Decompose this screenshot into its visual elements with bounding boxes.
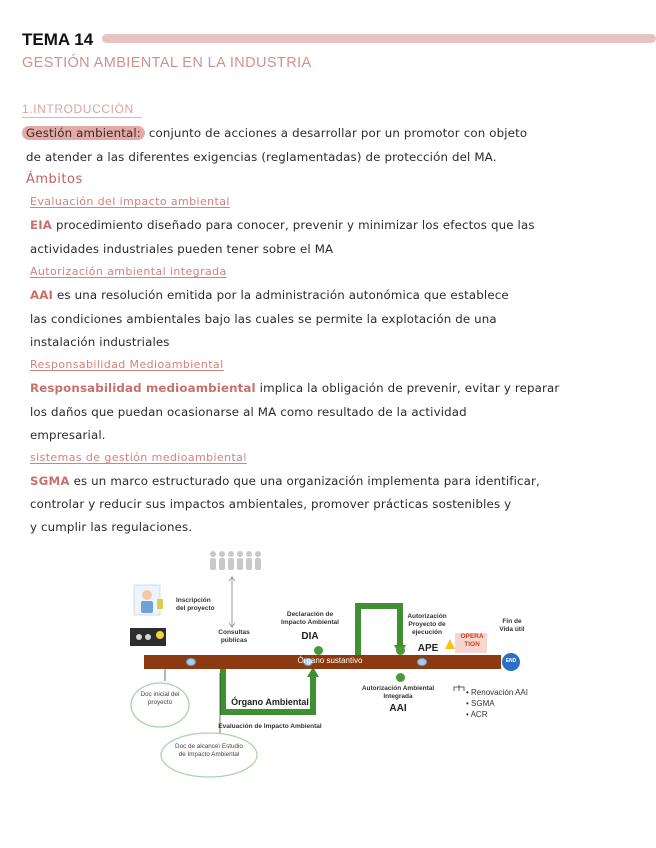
autorizacion-proyecto-label: Autorización Proyecto de ejecución <box>407 613 447 636</box>
evaluacion-arrow <box>220 667 319 715</box>
aai-text-1: es una resolución emitida por la administración autonómica que establece <box>57 288 509 302</box>
aai-line-2: las condiciones ambientales bajo las cuales se permite la explotación de una <box>30 312 497 326</box>
dia-green-dot <box>314 646 323 655</box>
post-operation-list <box>466 688 530 720</box>
start-dot <box>186 658 196 666</box>
list-item: • SGMA <box>466 698 495 708</box>
fin-vida-label: Fin de Vida útil <box>499 618 525 633</box>
doc-inicial-label: Doc inicial del proyecto <box>140 691 180 707</box>
people-group-icon <box>210 551 261 570</box>
operation-label: OPERA TION <box>460 633 484 649</box>
sgma-heading: sistemas de gestión medioambiental <box>30 451 247 464</box>
sgma-term: SGMA <box>30 474 70 488</box>
aai-line-3: instalación industriales <box>30 335 170 349</box>
eia-line-2: actividades industriales pueden tener sobre el MA <box>30 242 334 256</box>
section-underline <box>22 117 142 118</box>
organo-sustantivo-label: Órgano sustantivo <box>297 656 363 665</box>
list-item: • ACR <box>466 709 488 719</box>
intro-line-2: de atender a las diferentes exigencias (reglamentadas) de protección del MA. <box>26 150 497 164</box>
aai-heading: Autorización ambiental integrada <box>30 265 227 278</box>
ape-green-dot <box>396 646 405 655</box>
aai-diagram-label: Autorización Ambiental Integrada <box>361 685 435 700</box>
aai-line-1 <box>30 288 509 302</box>
page-title: TEMA 14 <box>22 30 94 49</box>
eia-line-1 <box>30 218 535 232</box>
ape-label: APE <box>417 643 439 654</box>
inscripcion-label: Inscripción del proyecto <box>176 597 215 612</box>
rm-line-2: los daños que puedan ocasionarse al MA como resultado de la actividad <box>30 405 467 419</box>
consultas-arrow <box>229 577 235 627</box>
doc-alcance-label: Doc de alcance\ Estudio de Impacto Ambiental <box>175 743 243 759</box>
sgma-line-1 <box>30 474 540 488</box>
rm-line-3: empresarial. <box>30 428 106 442</box>
sgma-line-2: controlar y reducir sus impactos ambientales, promover prácticas sostenibles y <box>30 497 512 511</box>
intro-line-1 <box>22 126 527 140</box>
eia-heading: Evaluación del impacto ambiental <box>30 195 230 208</box>
end-badge-label: END <box>505 658 517 664</box>
process-diagram <box>120 545 530 785</box>
organo-ambiental-label: Órgano Ambiental <box>231 697 309 707</box>
rm-line-1 <box>30 381 559 395</box>
list-bracket <box>454 685 464 691</box>
ape-dot <box>417 658 427 666</box>
declaracion-label: Declaración de Impacto Ambiental <box>281 611 339 626</box>
rm-term: Responsabilidad medioambiental <box>30 381 256 395</box>
presenter-icon <box>134 585 163 615</box>
rm-text-1: implica la obligación de prevenir, evitar y reparar <box>259 381 560 395</box>
aai-green-dot <box>396 673 405 682</box>
aai-term: AAI <box>30 288 54 302</box>
idea-board-icon <box>130 628 166 646</box>
evaluacion-label: Evaluación de Impacto Ambiental <box>218 723 322 730</box>
eia-term: EIA <box>30 218 53 232</box>
list-item: • Renovación AAI <box>466 688 528 697</box>
consultas-label: Consultas públicas <box>218 629 250 644</box>
title-underline-bar <box>102 34 656 43</box>
intro-text-1: conjunto de acciones a desarrollar por un promotor con objeto <box>148 126 528 140</box>
rm-heading: Responsabilidad Medioambiental <box>30 358 224 371</box>
ambitos-heading: Ámbitos <box>26 172 83 187</box>
intro-term: Gestión ambiental: <box>22 126 145 140</box>
page-subtitle: GESTIÓN AMBIENTAL EN LA INDUSTRIA <box>22 55 312 71</box>
eia-text-1: procedimiento diseñado para conocer, prevenir y minimizar los efectos que las <box>55 218 535 232</box>
dia-label: DIA <box>301 631 319 642</box>
sgma-line-3: y cumplir las regulaciones. <box>30 520 193 534</box>
aai-diagram-big: AAI <box>389 703 407 714</box>
sgma-text-1: es un marco estructurado que una organización implementa para identificar, <box>73 474 540 488</box>
section-heading: 1.INTRODUCCIÓN <box>22 102 134 116</box>
